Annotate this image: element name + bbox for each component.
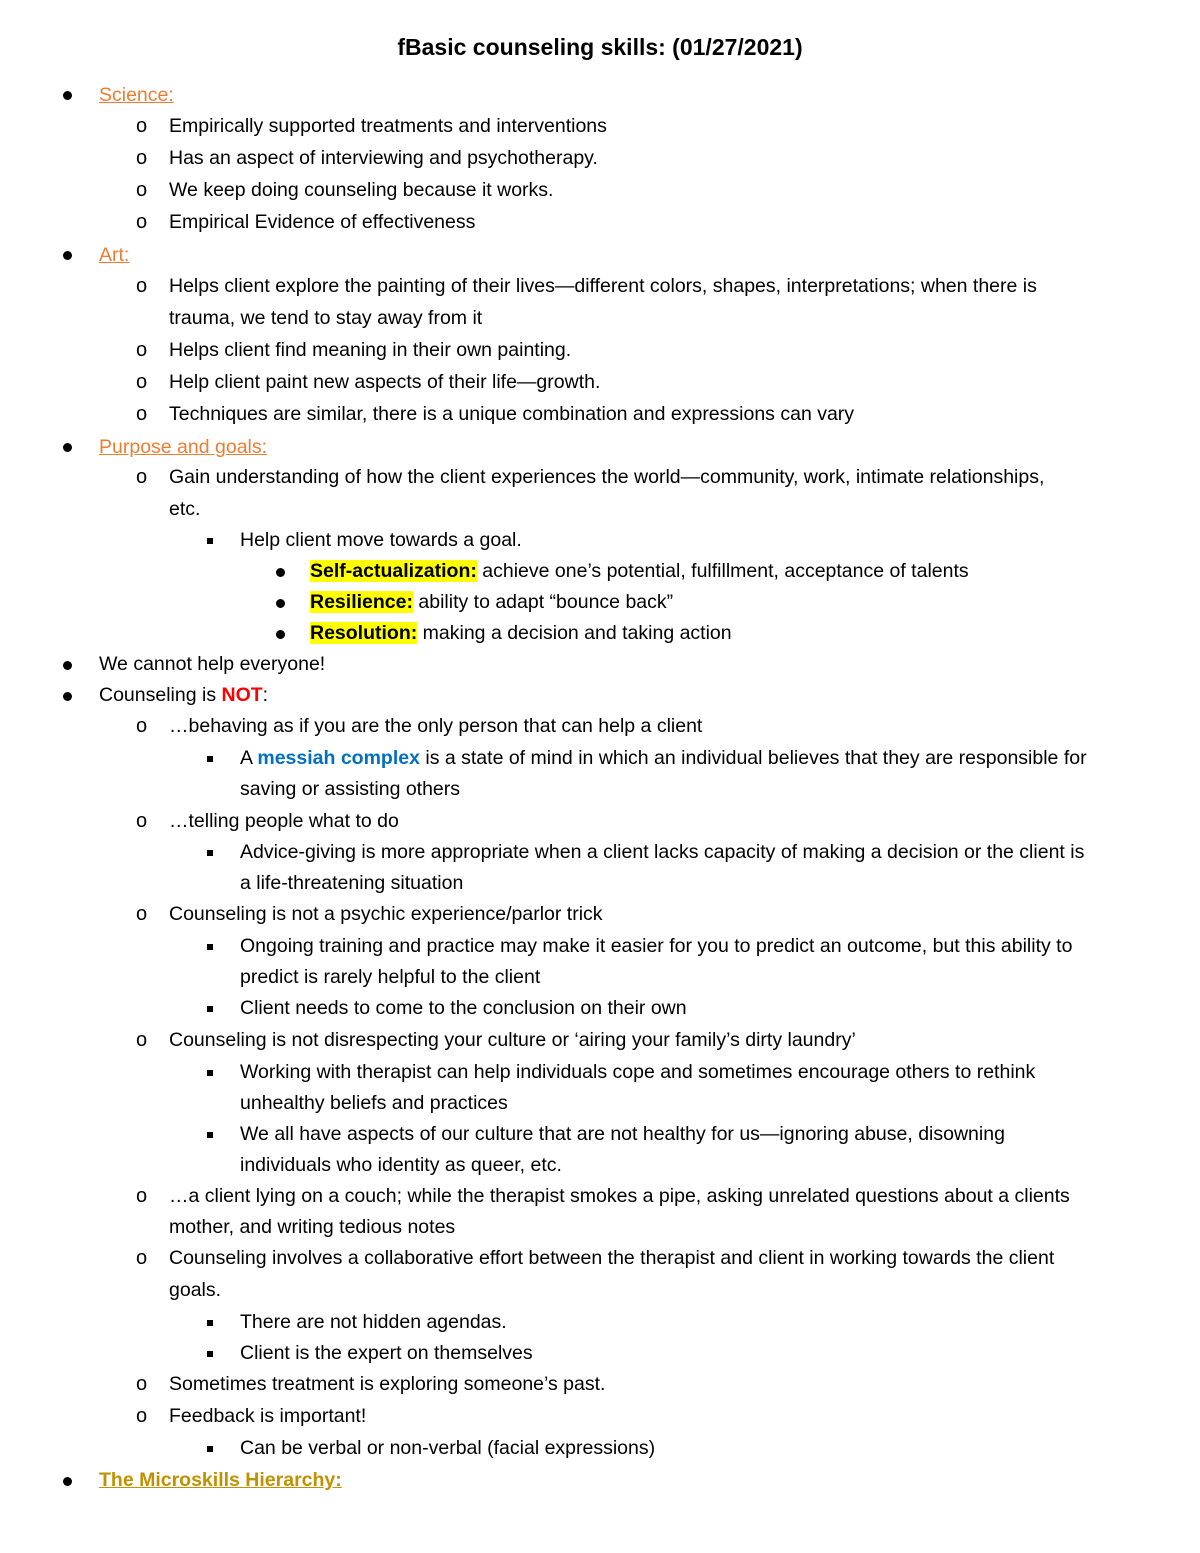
list-item: Client needs to come to the conclusion on their own bbox=[240, 997, 687, 1019]
list-item: Has an aspect of interviewing and psychotherapy. bbox=[169, 147, 598, 169]
goal-item bbox=[310, 587, 673, 618]
bullet-square bbox=[207, 1132, 213, 1138]
section-heading-not bbox=[99, 680, 268, 711]
list-item: We keep doing counseling because it works. bbox=[169, 179, 554, 201]
bullet-circle: o bbox=[136, 403, 148, 425]
list-item-continued: a life-threatening situation bbox=[240, 872, 464, 894]
section-heading-purpose: Purpose and goals: bbox=[99, 436, 268, 458]
highlight-term: Self-actualization: bbox=[310, 560, 477, 582]
list-item: …telling people what to do bbox=[169, 810, 399, 832]
bullet-dot bbox=[63, 443, 72, 452]
bullet-circle: o bbox=[136, 810, 148, 832]
list-item: Client is the expert on themselves bbox=[240, 1342, 533, 1364]
list-item bbox=[240, 743, 1087, 774]
list-item: Techniques are similar, there is a unique combination and expressions can vary bbox=[169, 403, 855, 425]
list-item: Ongoing training and practice may make it easier for you to predict an outcome, but this ability to bbox=[240, 935, 1073, 957]
bullet-square bbox=[207, 1351, 213, 1357]
section-heading-science: Science: bbox=[99, 84, 174, 106]
bullet-dot bbox=[276, 630, 285, 639]
section-heading-art: Art: bbox=[99, 244, 130, 266]
bullet-circle: o bbox=[136, 147, 148, 169]
bullet-circle: o bbox=[136, 715, 148, 737]
list-item: Can be verbal or non-verbal (facial expressions) bbox=[240, 1437, 656, 1459]
bullet-circle: o bbox=[136, 1373, 148, 1395]
bullet-square bbox=[207, 756, 213, 762]
list-item-continued: etc. bbox=[169, 498, 201, 520]
bullet-circle: o bbox=[136, 466, 148, 488]
bullet-circle: o bbox=[136, 179, 148, 201]
goal-desc: achieve one’s potential, fulfillment, acceptance of talents bbox=[476, 560, 969, 582]
goal-item bbox=[310, 556, 969, 587]
bullet-circle: o bbox=[136, 115, 148, 137]
heading-prefix: Counseling is bbox=[99, 684, 222, 706]
bullet-circle: o bbox=[136, 275, 148, 297]
bullet-square bbox=[207, 1006, 213, 1012]
list-item: There are not hidden agendas. bbox=[240, 1311, 507, 1333]
bullet-square bbox=[207, 944, 213, 950]
goal-desc: making a decision and taking action bbox=[417, 622, 732, 644]
bullet-square bbox=[207, 1446, 213, 1452]
list-item: Advice-giving is more appropriate when a client lacks capacity of making a decision or the client is bbox=[240, 841, 1085, 863]
heading-emphasis: NOT bbox=[221, 684, 263, 706]
list-item: Counseling involves a collaborative effort between the therapist and client in working towards the client bbox=[169, 1247, 1055, 1269]
list-item: Help client paint new aspects of their life—growth. bbox=[169, 371, 601, 393]
bullet-dot bbox=[63, 661, 72, 670]
bullet-square bbox=[207, 850, 213, 856]
list-item-continued: predict is rarely helpful to the client bbox=[240, 966, 541, 988]
highlight-term: Resilience: bbox=[310, 591, 413, 613]
list-item: Counseling is not a psychic experience/parlor trick bbox=[169, 903, 603, 925]
list-item: Empirical Evidence of effectiveness bbox=[169, 211, 476, 233]
page-title: fBasic counseling skills: (01/27/2021) bbox=[397, 34, 803, 60]
goal-item bbox=[310, 618, 732, 649]
bullet-square bbox=[207, 1320, 213, 1326]
list-item: Counseling is not disrespecting your culture or ‘airing your family’s dirty laundry’ bbox=[169, 1029, 856, 1051]
list-item: Helps client find meaning in their own painting. bbox=[169, 339, 572, 361]
text-segment: A bbox=[240, 747, 258, 769]
list-item-continued: unhealthy beliefs and practices bbox=[240, 1092, 508, 1114]
list-item: We cannot help everyone! bbox=[99, 653, 326, 675]
bullet-circle: o bbox=[136, 1029, 148, 1051]
bullet-dot bbox=[276, 599, 285, 608]
heading-suffix: : bbox=[262, 684, 269, 706]
list-item: …behaving as if you are the only person that can help a client bbox=[169, 715, 703, 737]
bullet-dot bbox=[63, 1477, 72, 1486]
bullet-circle: o bbox=[136, 903, 148, 925]
goal-desc: ability to adapt “bounce back” bbox=[412, 591, 674, 613]
section-heading-microskills: The Microskills Hierarchy: bbox=[99, 1469, 342, 1491]
list-item-continued: saving or assisting others bbox=[240, 778, 461, 800]
bullet-circle: o bbox=[136, 211, 148, 233]
list-item-continued: mother, and writing tedious notes bbox=[169, 1216, 456, 1238]
bullet-circle: o bbox=[136, 339, 148, 361]
bullet-circle: o bbox=[136, 371, 148, 393]
bullet-circle: o bbox=[136, 1405, 148, 1427]
list-item: Working with therapist can help individuals cope and sometimes encourage others to rethink bbox=[240, 1061, 1036, 1083]
bullet-dot bbox=[63, 692, 72, 701]
list-item: We all have aspects of our culture that are not healthy for us—ignoring abuse, disowning bbox=[240, 1123, 1005, 1145]
bullet-dot bbox=[63, 91, 72, 100]
list-item: Feedback is important! bbox=[169, 1405, 367, 1427]
text-segment: is a state of mind in which an individual believes that they are responsible for bbox=[419, 747, 1087, 769]
bullet-circle: o bbox=[136, 1247, 148, 1269]
bullet-square bbox=[207, 1070, 213, 1076]
list-item-continued: individuals who identity as queer, etc. bbox=[240, 1154, 562, 1176]
list-item: …a client lying on a couch; while the therapist smokes a pipe, asking unrelated questions about a clients bbox=[169, 1185, 1070, 1207]
list-item: Sometimes treatment is exploring someone’s past. bbox=[169, 1373, 606, 1395]
list-item: Gain understanding of how the client experiences the world—community, work, intimate relationships, bbox=[169, 466, 1045, 488]
bullet-dot bbox=[276, 568, 285, 577]
term-messiah-complex: messiah complex bbox=[257, 747, 420, 769]
bullet-dot bbox=[63, 251, 72, 260]
highlight-term: Resolution: bbox=[310, 622, 418, 644]
list-item: Empirically supported treatments and interventions bbox=[169, 115, 607, 137]
list-item-continued: trauma, we tend to stay away from it bbox=[169, 307, 483, 329]
list-item: Helps client explore the painting of their lives—different colors, shapes, interpretations; when there is bbox=[169, 275, 1037, 297]
bullet-square bbox=[207, 538, 213, 544]
bullet-circle: o bbox=[136, 1185, 148, 1207]
list-item-continued: goals. bbox=[169, 1279, 222, 1301]
list-item: Help client move towards a goal. bbox=[240, 529, 522, 551]
